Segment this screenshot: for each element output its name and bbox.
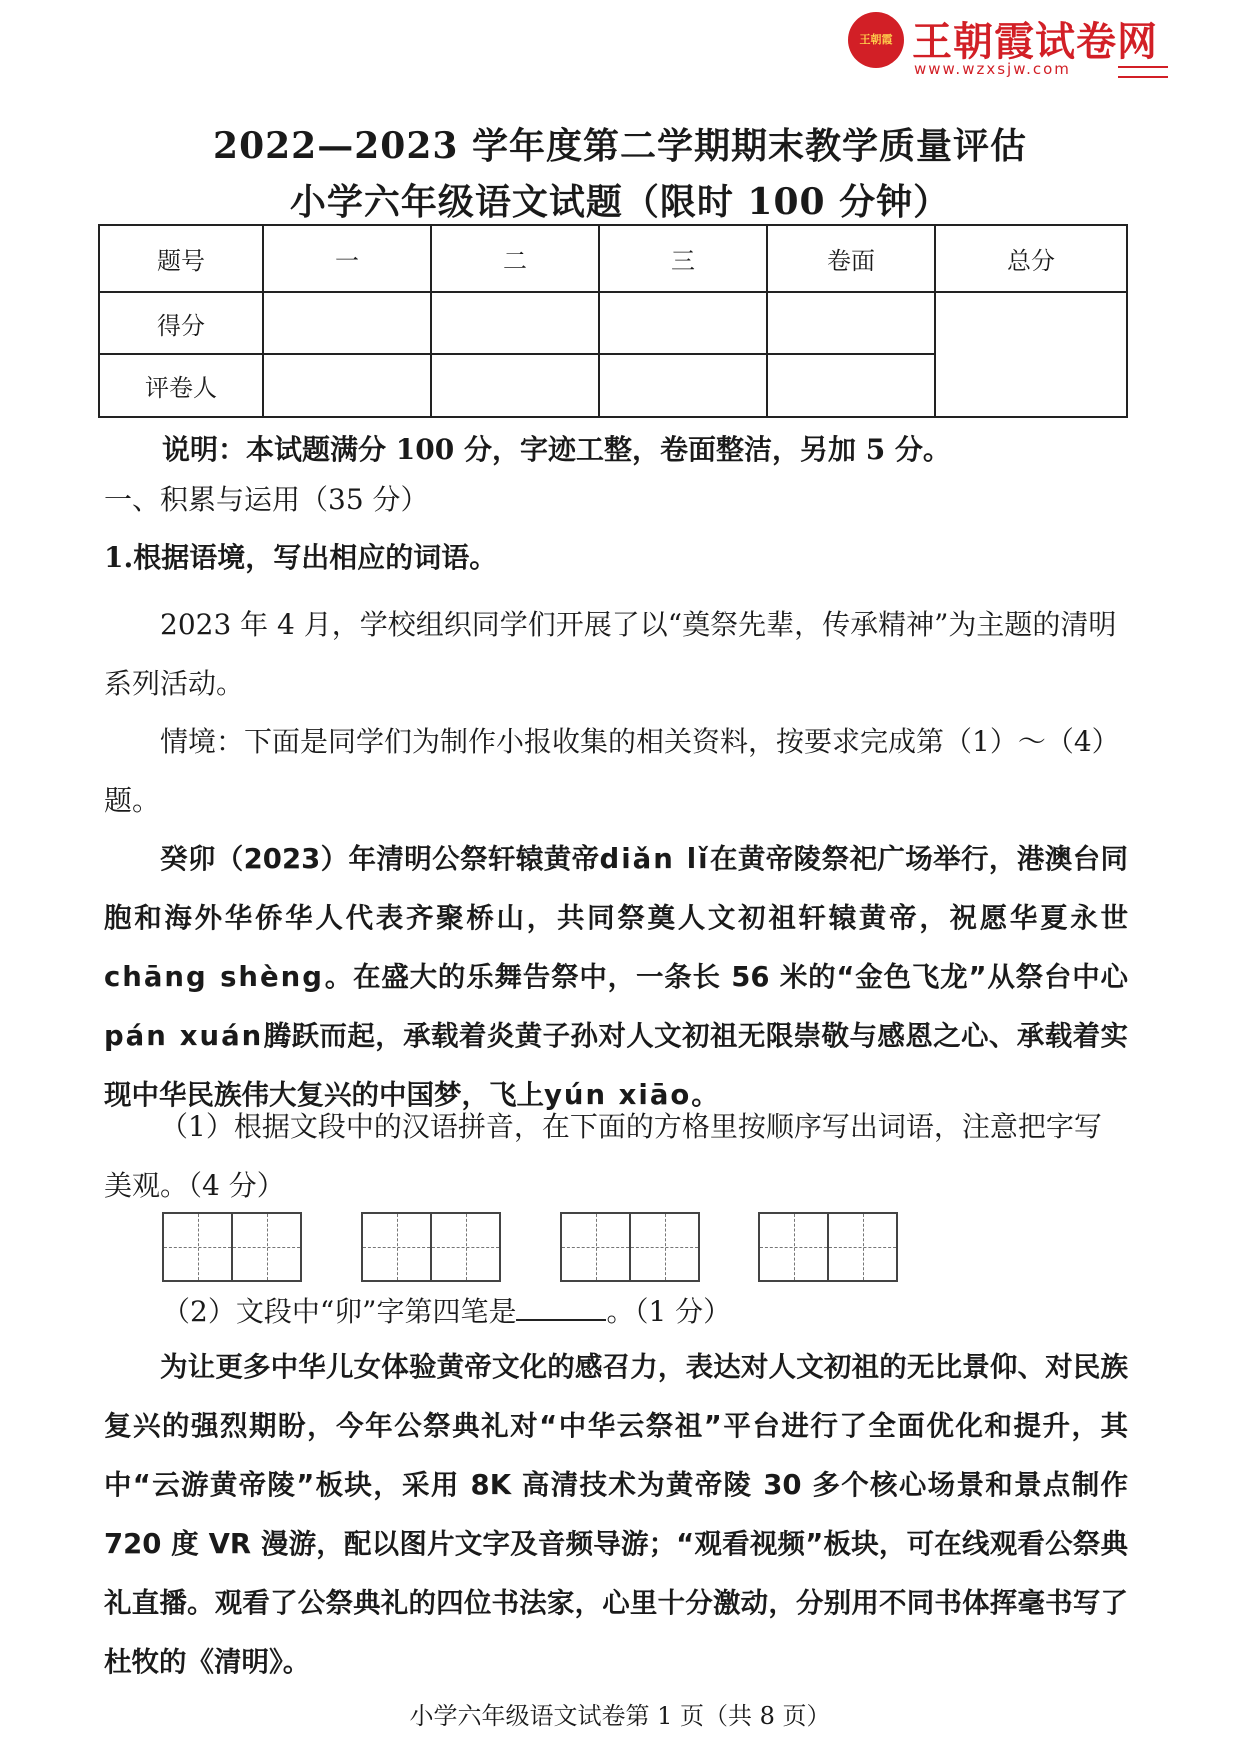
score-header-cell: 卷面 bbox=[767, 225, 935, 292]
passage-text: 腾跃而起，承载着炎黄子孙对人文初祖无限崇敬与感恩之心、承载着实现中华民族伟大复兴的中国梦，飞上 bbox=[104, 1020, 1128, 1111]
total-score-cell[interactable] bbox=[935, 292, 1127, 417]
pinyin: chāng shèng bbox=[104, 961, 324, 993]
site-logo bbox=[848, 10, 1168, 78]
section-title: 一、积累与运用（35 分） bbox=[104, 483, 429, 516]
question-title: 1.根据语境，写出相应的词语。 bbox=[104, 541, 498, 574]
writing-grid[interactable] bbox=[162, 1212, 302, 1282]
score-header-cell: 一 bbox=[263, 225, 431, 292]
grader-cell[interactable] bbox=[767, 354, 935, 417]
score-cell[interactable] bbox=[599, 292, 767, 355]
grader-cell[interactable] bbox=[431, 354, 599, 417]
pinyin: yún xiāo bbox=[544, 1079, 692, 1111]
logo-url: www.wzxsjw.com bbox=[914, 60, 1071, 78]
score-cell[interactable] bbox=[431, 292, 599, 355]
passage-2: 为让更多中华儿女体验黄帝文化的感召力，表达对人文初祖的无比景仰、对民族复兴的强烈期盼，今年公祭典礼对“中华云祭祖”平台进行了全面优化和提升，其中“云游黄帝陵”板块，采用 8K 高清技术为黄帝陵 30 多个核心场景和景点制作 720 度 VR 漫游，配以图片文字及音频导游；“观看视频”板块，可在线观看公祭典礼直播。观看了公祭典礼的四位书法家，心里十分激动，分别用不同书体挥毫书写了杜牧的《清明》。 bbox=[104, 1351, 1128, 1678]
instructions: 说明：本试题满分 100 分，字迹工整，卷面整洁，另加 5 分。 bbox=[162, 433, 951, 466]
score-cell[interactable] bbox=[263, 292, 431, 355]
context-paragraph: 情境：下面是同学们为制作小报收集的相关资料，按要求完成第（1）～（4）题。 bbox=[104, 725, 1120, 817]
sub-question-2 bbox=[162, 1290, 731, 1330]
score-row-label: 评卷人 bbox=[99, 354, 263, 417]
exam-subtitle: 小学六年级语文试题（限时 100 分钟） bbox=[289, 181, 951, 223]
score-header-cell: 二 bbox=[431, 225, 599, 292]
question-text: 。（1 分） bbox=[606, 1295, 732, 1328]
passage-1 bbox=[104, 830, 1128, 1125]
score-header-cell: 总分 bbox=[935, 225, 1127, 292]
score-header-cell: 三 bbox=[599, 225, 767, 292]
exam-title: 2022—2023 学年度第二学期期末教学质量评估 bbox=[213, 125, 1027, 167]
grader-cell[interactable] bbox=[599, 354, 767, 417]
logo-name: 王朝霞试卷网 bbox=[912, 19, 1158, 65]
passage-text: 。 bbox=[691, 1079, 719, 1111]
grader-cell[interactable] bbox=[263, 354, 431, 417]
writing-grid[interactable] bbox=[560, 1212, 700, 1282]
logo-decoration bbox=[1118, 66, 1168, 78]
pinyin: pán xuán bbox=[104, 1020, 264, 1052]
intro-paragraph: 2023 年 4 月，学校组织同学们开展了以“奠祭先辈，传承精神”为主题的清明系列活动。 bbox=[104, 608, 1117, 700]
score-header-cell: 题号 bbox=[99, 225, 263, 292]
page-footer: 小学六年级语文试卷第 1 页（共 8 页） bbox=[409, 1702, 831, 1730]
passage-text: 。在盛大的乐舞告祭中，一条长 56 米的“金色飞龙”从祭台中心 bbox=[323, 961, 1129, 993]
question-text: （2）文段中“卯”字第四笔是 bbox=[162, 1295, 517, 1328]
passage-text: 癸卯（2023）年清明公祭轩辕黄帝 bbox=[160, 843, 600, 875]
writing-grid[interactable] bbox=[361, 1212, 501, 1282]
writing-grid[interactable] bbox=[758, 1212, 898, 1282]
sub-question-1: （1）根据文段中的汉语拼音，在下面的方格里按顺序写出词语，注意把字写美观。（4 分） bbox=[104, 1110, 1102, 1202]
logo-seal-icon: 王朝霞 bbox=[848, 12, 904, 68]
answer-blank[interactable] bbox=[516, 1319, 606, 1321]
score-row-label: 得分 bbox=[99, 292, 263, 355]
score-table bbox=[98, 224, 1128, 418]
pinyin: diǎn lǐ bbox=[599, 843, 710, 875]
score-cell[interactable] bbox=[767, 292, 935, 355]
passage-text: 在黄帝陵祭祀广场举行，港澳台同胞和海外华侨华人代表齐聚桥山，共同祭奠人文初祖轩辕黄帝，祝愿华夏永世 bbox=[104, 843, 1128, 934]
